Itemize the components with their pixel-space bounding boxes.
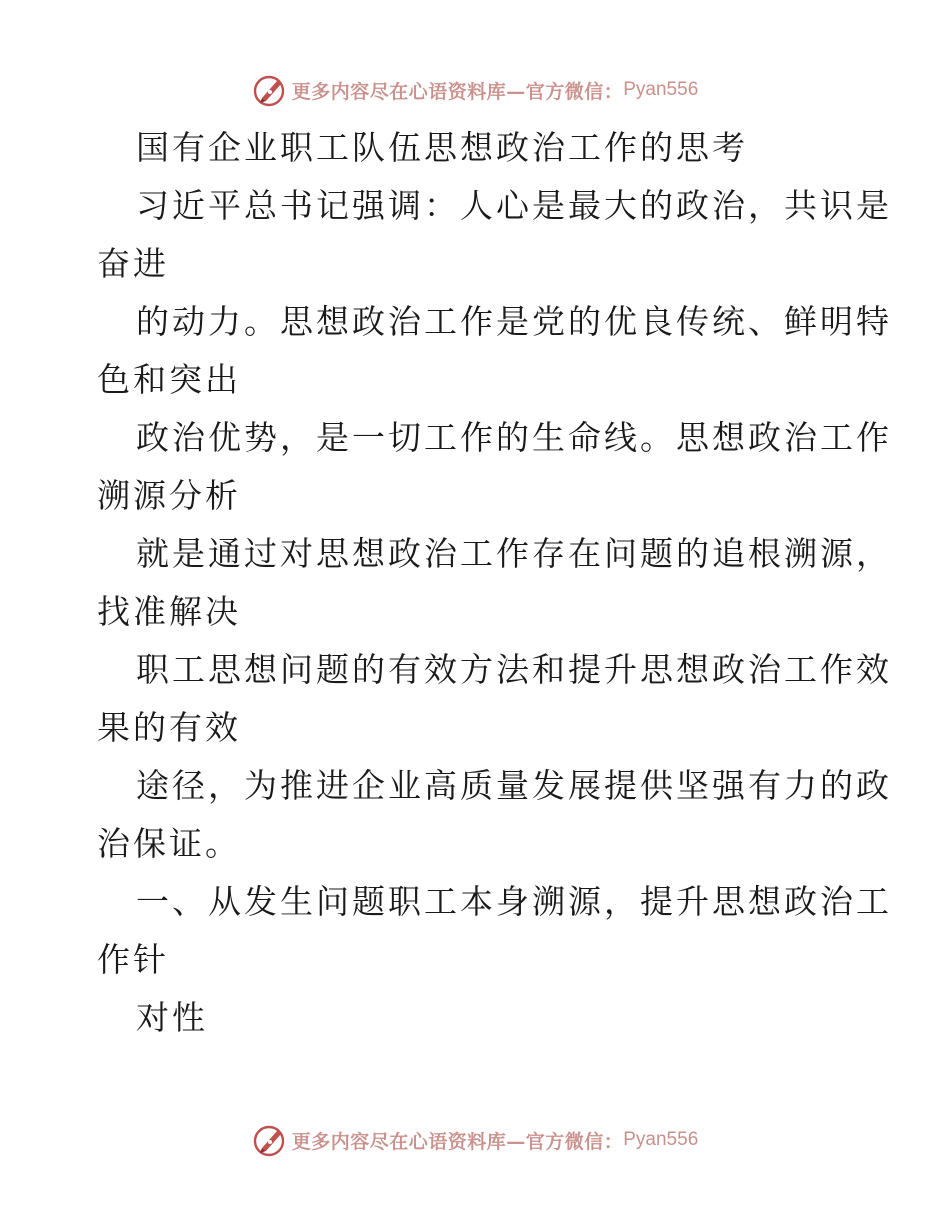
footer-banner [0, 1120, 950, 1160]
text-line: 溯源分析 [97, 476, 241, 515]
banner-wechat-id: Pyan556 [623, 79, 699, 100]
document-body [97, 119, 892, 1047]
text-line: 途径，为推进企业高质量发展提供坚强有力的政 [136, 766, 892, 805]
text-line: 职工思想问题的有效方法和提升思想政治工作效 [136, 650, 892, 689]
text-line: 政治优势，是一切工作的生命线。思想政治工作 [136, 418, 892, 457]
header-banner [0, 70, 950, 110]
document-title: 国有企业职工队伍思想政治工作的思考 [136, 128, 748, 167]
pen-logo-icon [252, 72, 288, 108]
text-line: 对性 [136, 998, 208, 1037]
text-line: 作针 [97, 940, 169, 979]
text-line: 奋进 [97, 244, 169, 283]
text-line: 果的有效 [97, 708, 241, 747]
pen-logo-icon [252, 1122, 288, 1158]
text-line: 习近平总书记强调：人心是最大的政治，共识是 [136, 186, 892, 225]
text-line: 色和突出 [97, 360, 241, 399]
banner-text: 更多内容尽在心语资料库—官方微信： [291, 1130, 624, 1153]
text-line: 就是通过对思想政治工作存在问题的追根溯源， [136, 534, 892, 573]
section-heading: 一、从发生问题职工本身溯源，提升思想政治工 [136, 882, 892, 921]
banner-text: 更多内容尽在心语资料库—官方微信： [291, 80, 624, 103]
text-line: 的动力。思想政治工作是党的优良传统、鲜明特 [136, 302, 892, 341]
banner-wechat-id: Pyan556 [623, 1129, 699, 1150]
text-line: 治保证。 [97, 824, 241, 863]
text-line: 找准解决 [97, 592, 241, 631]
